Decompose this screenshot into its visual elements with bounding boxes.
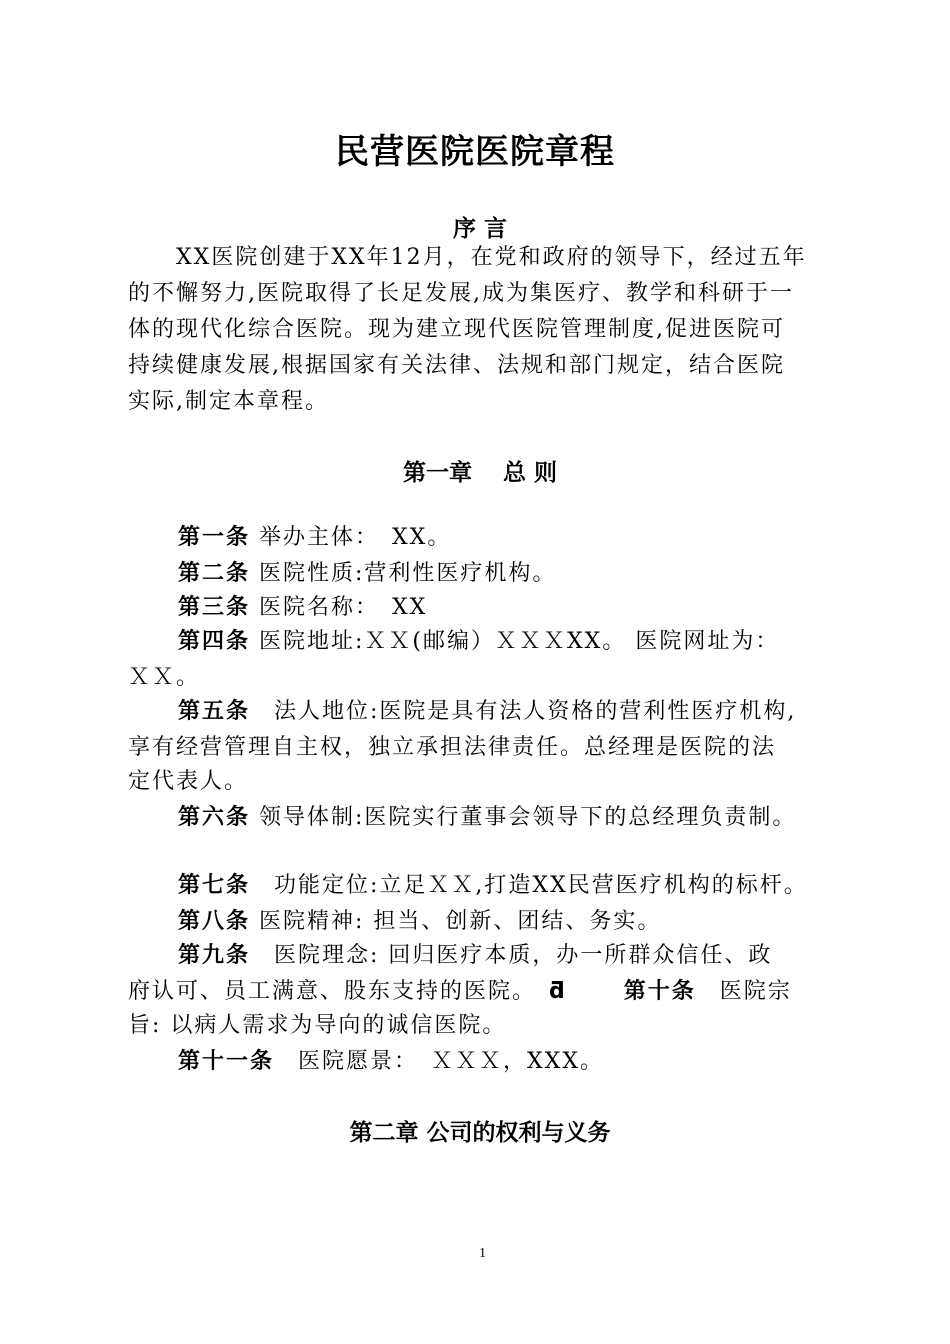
article-label: 第三条: [178, 595, 251, 620]
preface-line: 的不懈努力,医院取得了长足发展,成为集医疗、教学和科研于一: [128, 281, 794, 306]
article-text: 医院性质:营利性医疗机构。: [250, 561, 557, 586]
article-4: [178, 624, 779, 660]
article-text: 医院宗: [695, 979, 792, 1004]
page-number: 1: [479, 1246, 486, 1261]
article-10-continued: 旨: 以病人需求为导向的诚信医院。: [128, 1013, 507, 1038]
article-5-continued: 定代表人。: [128, 769, 249, 794]
document-title: 民营医院医院章程: [335, 132, 615, 172]
article-8: [178, 904, 661, 940]
preface-line: 体的现代化综合医院。现为建立现代医院管理制度,促进医院可: [128, 317, 785, 342]
preface-heading: 序 言: [452, 216, 507, 242]
article-text: 府认可、员工满意、股东支持的医院。: [128, 979, 550, 1004]
article-label: 第七条: [178, 873, 251, 898]
article-text: 法人地位:医院是具有法人资格的营利性医疗机构,: [250, 699, 797, 724]
chapter-1-heading: 第一章 总 则: [402, 460, 557, 486]
article-5: [178, 694, 796, 730]
article-1: [178, 520, 451, 556]
article-text: 医院愿景： ＸＸＸ，XXX。: [274, 1049, 605, 1074]
article-label: 第二条: [178, 561, 251, 586]
preface-line: 实际,制定本章程。: [128, 389, 329, 414]
article-label: 第十一条: [178, 1049, 275, 1074]
chapter-2-heading: 第二章 公司的权利与义务: [349, 1120, 611, 1146]
article-7: [178, 868, 808, 904]
article-text: 医院理念: 回归医疗本质，办一所群众信任、政: [250, 943, 773, 968]
article-label: 第九条: [178, 943, 251, 968]
preface-line: XX医院创建于XX年12月，在党和政府的领导下，经过五年: [128, 245, 807, 270]
symbol-glyph: ƌ: [549, 979, 567, 1004]
preface-line: 持续健康发展,根据国家有关法律、法规和部门规定，结合医院: [128, 353, 785, 378]
article-text: 医院精神: 担当、创新、团结、务实。: [250, 909, 662, 934]
article-text: 举办主体： XX。: [250, 525, 452, 550]
article-label: 第五条: [178, 699, 251, 724]
article-label: 第四条: [178, 629, 251, 654]
article-4-continued: ＸＸ。: [128, 665, 201, 690]
article-text: 功能定位:立足ＸＸ,打造XX民营医疗机构的标杆。: [250, 873, 808, 898]
article-9-continued: [128, 974, 792, 1010]
article-2: [178, 556, 556, 592]
article-label: 第一条: [178, 525, 251, 550]
article-label: 第六条: [178, 805, 251, 830]
spacer: [567, 979, 624, 1004]
article-label: 第十条: [623, 979, 696, 1004]
article-text: 医院地址:ＸＸ(邮编）ＸＸＸXX。 医院网址为：: [250, 629, 780, 654]
article-text: 领导体制:医院实行董事会领导下的总经理负责制。: [250, 805, 797, 830]
article-6: [178, 800, 796, 836]
article-9: [178, 938, 772, 974]
article-3: [178, 590, 427, 626]
article-label: 第八条: [178, 909, 251, 934]
article-5-continued: 享有经营管理自主权，独立承担法律责任。总经理是医院的法: [128, 735, 777, 760]
article-text: 医院名称： XX: [250, 595, 428, 620]
article-11: [178, 1044, 604, 1080]
